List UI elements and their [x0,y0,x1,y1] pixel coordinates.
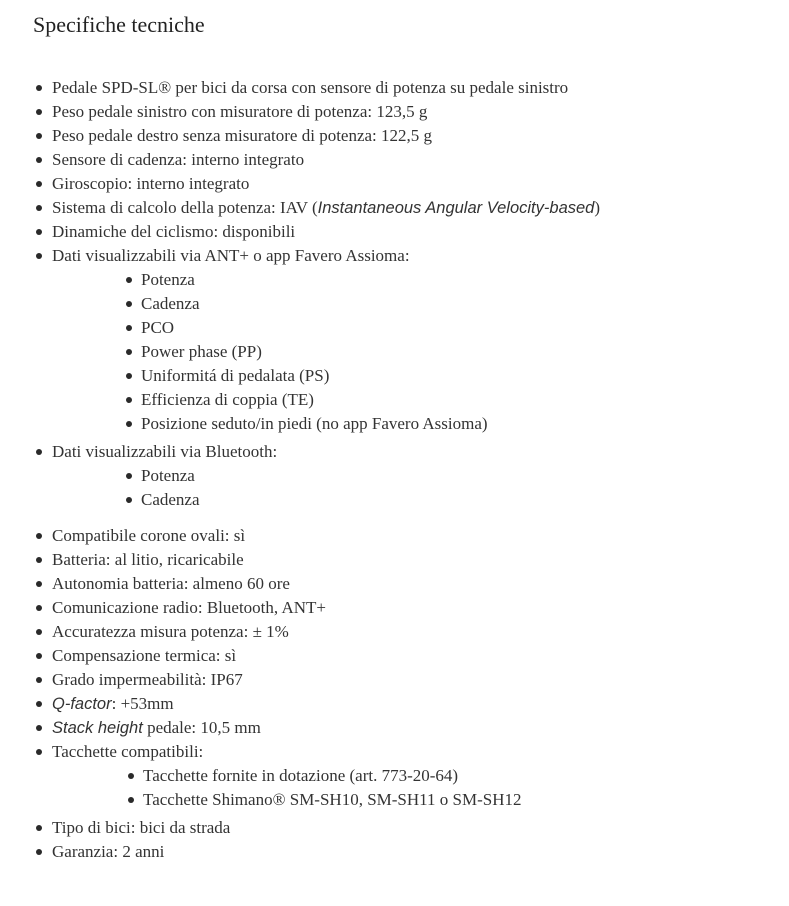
sublist [52,268,789,436]
list-item: Dinamiche del ciclismo: disponibili [0,220,789,244]
page-title: Specifiche tecniche [33,12,205,37]
item-text: pedale: 10,5 mm [142,718,261,737]
list-item: Compatibile corone ovali: sì [0,524,789,548]
sublist-item: Uniformitá di pedalata (PS) [52,364,789,388]
sublist-item: Power phase (PP) [52,340,789,364]
item-italic-text: Stack height [52,719,143,737]
list-item: Peso pedale sinistro con misuratore di potenza: 123,5 g [0,100,789,124]
item-text: : +53mm [111,694,174,713]
item-text: Sistema di calcolo della potenza: IAV ( [52,198,318,217]
sublist-item: PCO [52,316,789,340]
sublist-item: Potenza [52,268,789,292]
list-item [0,740,789,812]
list-item: Comunicazione radio: Bluetooth, ANT+ [0,596,789,620]
list-item [0,244,789,436]
specs-list [0,76,789,864]
list-item: Batteria: al litio, ricaricabile [0,548,789,572]
item-text: ) [594,198,601,217]
sublist-item: Posizione seduto/in piedi (no app Favero Assioma) [52,412,789,436]
item-italic-text: Q-factor [52,695,112,713]
list-item: Compensazione termica: sì [0,644,789,668]
list-item [0,692,789,716]
list-item: Sensore di cadenza: interno integrato [0,148,789,172]
item-text: Tacchette compatibili: [52,742,204,761]
sublist [52,764,789,812]
list-item: Tipo di bici: bici da strada [0,816,789,840]
sublist-item: Efficienza di coppia (TE) [52,388,789,412]
list-item: Grado impermeabilità: IP67 [0,668,789,692]
list-item: Garanzia: 2 anni [0,840,789,864]
list-item: Giroscopio: interno integrato [0,172,789,196]
sublist [52,464,789,512]
list-item [0,440,789,512]
sublist-item: Potenza [52,464,789,488]
item-text: Dati visualizzabili via Bluetooth: [52,442,278,461]
list-item: Peso pedale destro senza misuratore di potenza: 122,5 g [0,124,789,148]
item-italic-text: Instantaneous Angular Velocity-based [317,199,595,217]
list-item: Accuratezza misura potenza: ± 1% [0,620,789,644]
sublist-item: Tacchette Shimano® SM-SH10, SM-SH11 o SM-SH12 [52,788,789,812]
list-item [0,716,789,740]
list-item [0,196,789,220]
sublist-item: Cadenza [52,292,789,316]
item-text: Dati visualizzabili via ANT+ o app Favero Assioma: [52,246,410,265]
sublist-item: Tacchette fornite in dotazione (art. 773-20-64) [52,764,789,788]
list-item: Pedale SPD-SL® per bici da corsa con sensore di potenza su pedale sinistro [0,76,789,100]
list-item: Autonomia batteria: almeno 60 ore [0,572,789,596]
sublist-item: Cadenza [52,488,789,512]
